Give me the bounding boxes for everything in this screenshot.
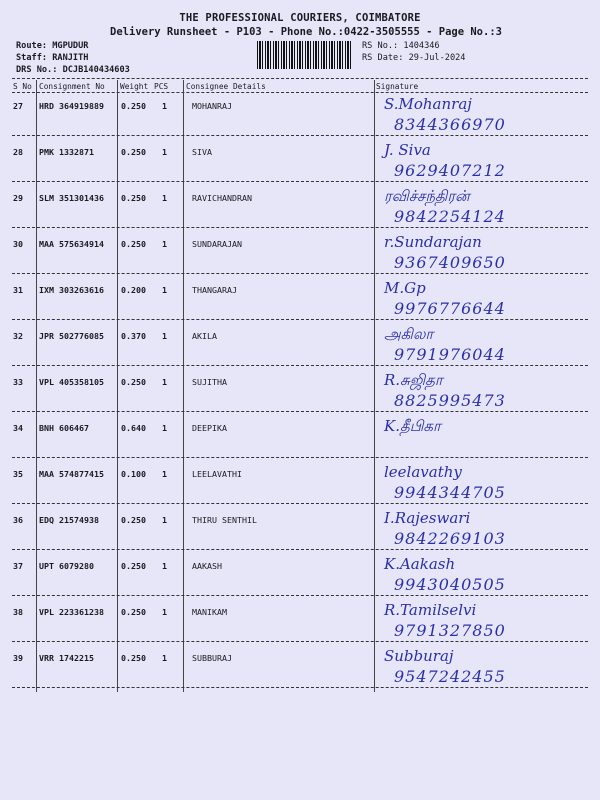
signature-handwriting <box>384 281 594 327</box>
runsheet-info <box>362 40 465 64</box>
signature-handwriting <box>384 649 594 695</box>
row-consignee: LEELAVATHI <box>192 469 242 479</box>
signature-handwriting <box>384 465 594 511</box>
signature-handwriting <box>384 419 594 465</box>
row-sno: 37 <box>13 561 23 571</box>
signature-phone: 8344366970 <box>394 115 506 134</box>
row-consignment-no: PMK 1332871 <box>39 147 94 157</box>
signature-name: leelavathy <box>384 463 462 481</box>
row-weight: 0.250 <box>121 239 146 249</box>
row-consignee: AKILA <box>192 331 217 341</box>
row-separator <box>12 319 588 320</box>
signature-phone: 9944344705 <box>394 483 506 502</box>
row-sno: 30 <box>13 239 23 249</box>
row-consignee: SUNDARAJAN <box>192 239 242 249</box>
row-consignment-no: HRD 364919889 <box>39 101 104 111</box>
signature-handwriting <box>384 235 594 281</box>
signature-phone: 9842254124 <box>394 207 506 226</box>
row-consignment-no: SLM 351301436 <box>39 193 104 203</box>
signature-name: ரவிச்சந்திரன் <box>384 187 470 205</box>
row-separator <box>12 641 588 642</box>
row-separator <box>12 457 588 458</box>
signature-name: S.Mohanraj <box>384 95 472 113</box>
row-pcs: 1 <box>162 653 167 663</box>
signature-name: M.Gp <box>384 279 426 297</box>
row-sno: 38 <box>13 607 23 617</box>
row-sno: 39 <box>13 653 23 663</box>
row-sno: 34 <box>13 423 23 433</box>
row-consignment-no: MAA 575634914 <box>39 239 104 249</box>
row-separator <box>12 595 588 596</box>
row-pcs: 1 <box>162 561 167 571</box>
row-consignment-no: IXM 303263616 <box>39 285 104 295</box>
signature-phone: 8825995473 <box>394 391 506 410</box>
row-consignment-no: BNH 606467 <box>39 423 89 433</box>
row-consignment-no: VRR 1742215 <box>39 653 94 663</box>
barcode-image <box>257 41 352 69</box>
col-consignee-header: Consignee Details <box>186 82 266 91</box>
signature-handwriting <box>384 603 594 649</box>
signature-name: r.Sundarajan <box>384 233 482 251</box>
row-consignee: RAVICHANDRAN <box>192 193 252 203</box>
row-pcs: 1 <box>162 147 167 157</box>
row-weight: 0.200 <box>121 285 146 295</box>
signature-handwriting <box>384 143 594 189</box>
row-pcs: 1 <box>162 285 167 295</box>
col-consignment-header: Consignment No <box>39 82 105 91</box>
rs-date: RS Date: 29-Jul-2024 <box>362 53 466 63</box>
signature-phone: 9943040505 <box>394 575 506 594</box>
row-weight: 0.640 <box>121 423 146 433</box>
row-separator <box>12 411 588 412</box>
row-consignment-no: EDQ 21574938 <box>39 515 99 525</box>
row-consignee: SUBBURAJ <box>192 653 232 663</box>
row-consignee: AAKASH <box>192 561 222 571</box>
signature-name: K.Aakash <box>384 555 456 573</box>
staff-label: Staff: RANJITH <box>16 53 89 63</box>
row-separator <box>12 687 588 688</box>
row-consignment-no: VPL 223361238 <box>39 607 104 617</box>
row-weight: 0.250 <box>121 561 146 571</box>
row-separator <box>12 227 588 228</box>
signature-name: R.Tamilselvi <box>384 601 477 619</box>
signature-handwriting <box>384 511 594 557</box>
row-pcs: 1 <box>162 515 167 525</box>
row-sno: 35 <box>13 469 23 479</box>
route-label: Route: MGPUDUR <box>16 41 89 51</box>
row-consignee: MANIKAM <box>192 607 227 617</box>
row-pcs: 1 <box>162 607 167 617</box>
signature-handwriting <box>384 189 594 235</box>
row-pcs: 1 <box>162 193 167 203</box>
signature-phone: 9976776644 <box>394 299 506 318</box>
row-pcs: 1 <box>162 469 167 479</box>
signature-phone: 9842269103 <box>394 529 506 548</box>
row-weight: 0.250 <box>121 653 146 663</box>
row-sno: 27 <box>13 101 23 111</box>
signature-handwriting <box>384 327 594 373</box>
col-sno-header: S No <box>13 82 32 91</box>
row-pcs: 1 <box>162 331 167 341</box>
signature-name: Subburaj <box>384 647 454 665</box>
runsheet-subtitle: Delivery Runsheet - P103 - Phone No.:0422-3505555 - Page No.:3 <box>110 26 502 38</box>
row-pcs: 1 <box>162 377 167 387</box>
company-title: THE PROFESSIONAL COURIERS, COIMBATORE <box>179 12 421 24</box>
signature-name: J. Siva <box>384 141 431 159</box>
row-sno: 32 <box>13 331 23 341</box>
row-pcs: 1 <box>162 239 167 249</box>
row-separator <box>12 181 588 182</box>
row-sno: 33 <box>13 377 23 387</box>
row-consignment-no: JPR 502776085 <box>39 331 104 341</box>
row-weight: 0.370 <box>121 331 146 341</box>
row-consignee: SUJITHA <box>192 377 227 387</box>
row-pcs: 1 <box>162 101 167 111</box>
col-weight-header: Weight <box>120 82 149 91</box>
row-consignee: SIVA <box>192 147 212 157</box>
row-sno: 28 <box>13 147 23 157</box>
row-consignee: DEEPIKA <box>192 423 227 433</box>
drs-label: DRS No.: DCJB140434603 <box>16 65 130 75</box>
row-weight: 0.250 <box>121 515 146 525</box>
row-separator <box>12 549 588 550</box>
header-bottom-rule <box>12 92 588 93</box>
signature-handwriting <box>384 557 594 603</box>
signature-phone: 9629407212 <box>394 161 506 180</box>
row-weight: 0.250 <box>121 101 146 111</box>
row-consignee: THANGARAJ <box>192 285 237 295</box>
row-sno: 31 <box>13 285 23 295</box>
header-top-rule <box>12 78 588 79</box>
row-pcs: 1 <box>162 423 167 433</box>
row-weight: 0.250 <box>121 147 146 157</box>
signature-phone: 9367409650 <box>394 253 506 272</box>
signature-phone: 9791976044 <box>394 345 506 364</box>
signature-name: K.தீபிகா <box>384 417 441 435</box>
row-separator <box>12 365 588 366</box>
row-consignment-no: VPL 405358105 <box>39 377 104 387</box>
signature-handwriting <box>384 97 594 143</box>
signature-name: அகிலா <box>384 325 434 343</box>
row-sno: 29 <box>13 193 23 203</box>
row-consignment-no: UPT 6079280 <box>39 561 94 571</box>
signature-phone: 9547242455 <box>394 667 506 686</box>
row-separator <box>12 273 588 274</box>
row-weight: 0.250 <box>121 193 146 203</box>
row-separator <box>12 503 588 504</box>
row-consignee: MOHANRAJ <box>192 101 232 111</box>
row-separator <box>12 135 588 136</box>
signature-phone: 9791327850 <box>394 621 506 640</box>
row-sno: 36 <box>13 515 23 525</box>
route-info <box>16 40 130 76</box>
signature-handwriting <box>384 373 594 419</box>
row-weight: 0.100 <box>121 469 146 479</box>
rs-number: RS No.: 1404346 <box>362 41 440 51</box>
col-signature-header: Signature <box>376 82 419 91</box>
row-consignee: THIRU SENTHIL <box>192 515 257 525</box>
row-weight: 0.250 <box>121 607 146 617</box>
signature-name: I.Rajeswari <box>384 509 471 527</box>
row-weight: 0.250 <box>121 377 146 387</box>
signature-name: R.சுஜிதா <box>384 371 443 389</box>
row-consignment-no: MAA 574877415 <box>39 469 104 479</box>
col-pcs-header: PCS <box>154 82 169 91</box>
